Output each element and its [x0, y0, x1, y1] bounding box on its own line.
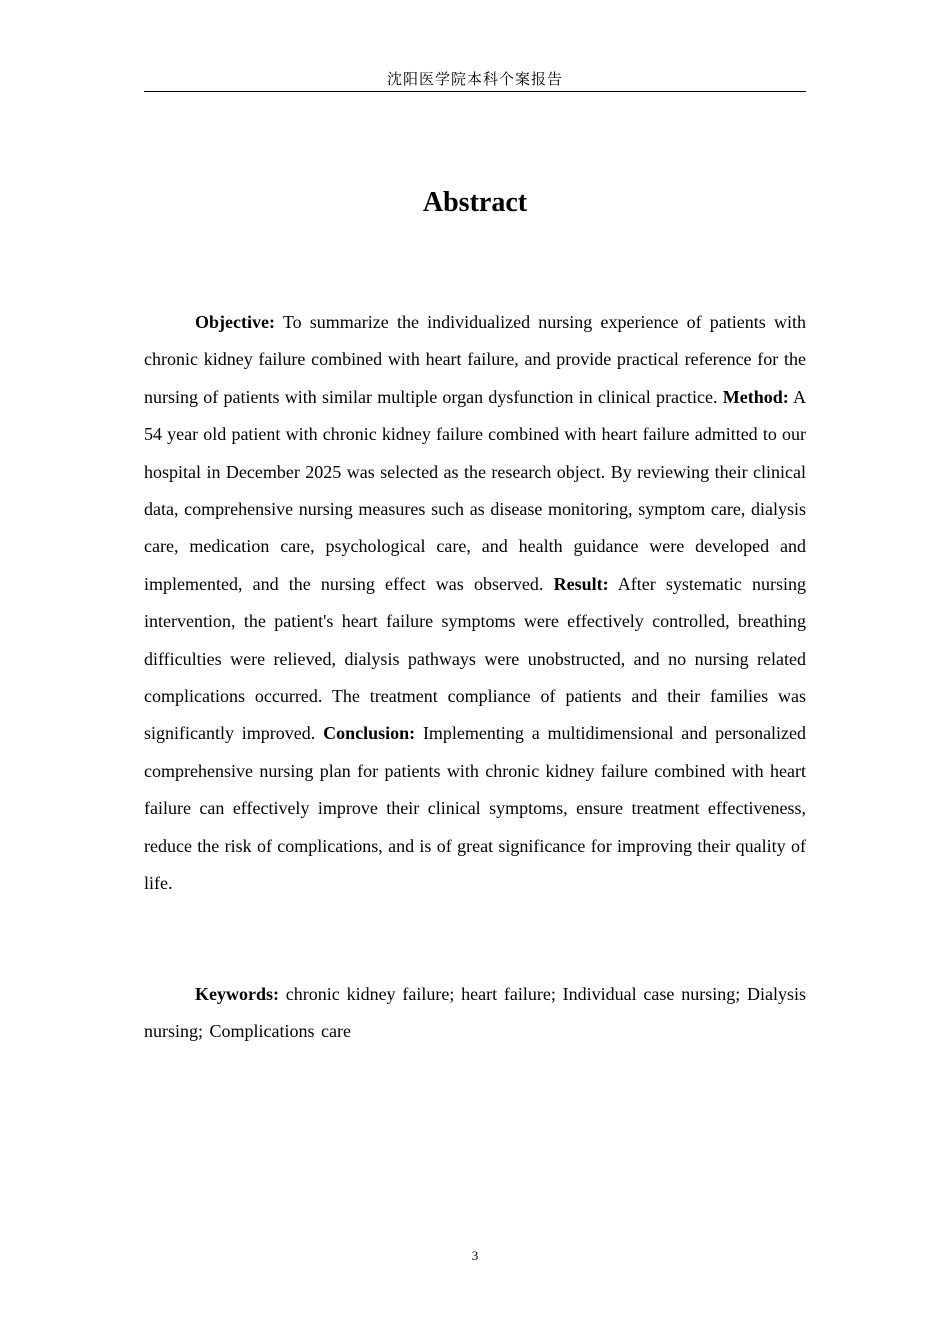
running-header	[144, 68, 806, 92]
result-label: Result:	[553, 573, 609, 594]
method-label: Method:	[722, 386, 789, 407]
running-header-title: 沈阳医学院本科个案报告	[386, 70, 563, 88]
result-text: After systematic nursing intervention, the patient's heart failure symptoms were effectively controlled, breathing difficulties were relieved, dialysis pathways were unobstructed, and no nursing related complications occurred. The treatment compliance of patients and their families was significantly improved.	[144, 573, 806, 744]
page-title: Abstract	[422, 187, 528, 218]
keywords-paragraph	[144, 976, 806, 1051]
keywords-text: chronic kidney failure; heart failure; Individual case nursing; Dialysis nursing; Complications care	[144, 984, 806, 1042]
page-number: 3	[471, 1248, 479, 1263]
objective-label: Objective:	[195, 312, 275, 332]
conclusion-label: Conclusion:	[323, 723, 416, 744]
method-text: A 54 year old patient with chronic kidney failure combined with heart failure admitted to our hospital in December 2025 was selected as the research object. By reviewing their clinical data, comprehensive nursing measures such as disease monitoring, symptom care, dialysis care, medication care, psychological care, and health guidance were developed and implemented, and the nursing effect was observed.	[144, 386, 807, 594]
keywords-label: Keywords:	[195, 984, 279, 1004]
conclusion-text: Implementing a multidimensional and personalized comprehensive nursing plan for patients with chronic kidney failure combined with heart failure can effectively improve their clinical symptoms, ensure treatment effectiveness, reduce the risk of complications, and is of great significance for improving their quality of life.	[144, 723, 807, 894]
abstract-paragraph	[144, 304, 806, 903]
objective-text: To summarize the individualized nursing experience of patients with chronic kidney failure combined with heart failure, and provide practical reference for the nursing of patients with similar multiple organ dysfunction in clinical practice.	[144, 312, 806, 407]
